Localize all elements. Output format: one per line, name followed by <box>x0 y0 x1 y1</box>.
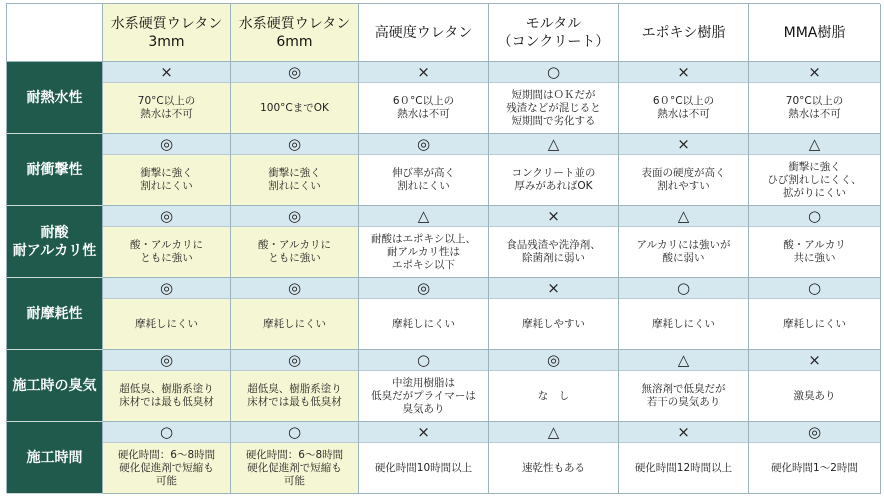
table-cell-hot-water-resistance-high-hardness-urethane <box>359 62 489 134</box>
table-cell-odor-during-construction-water-urethane-6mm <box>231 350 359 422</box>
rating-symbol: ◎ <box>231 62 358 83</box>
table-cell-odor-during-construction-mma-resin <box>749 350 881 422</box>
cell-description: 摩耗しにくい <box>263 317 326 330</box>
table-cell-construction-time-water-urethane-6mm <box>231 422 359 494</box>
cell-description: 摩耗しやすい <box>522 317 585 330</box>
rating-symbol: × <box>749 350 880 371</box>
rating-symbol: ○ <box>749 206 880 227</box>
rating-symbol: ◎ <box>749 422 880 443</box>
cell-description: 超低臭、樹脂系塗り 床材では最も低臭材 <box>119 383 214 408</box>
cell-description: 硬化時間10時間以上 <box>374 461 473 474</box>
cell-description: 摩耗しにくい <box>652 317 715 330</box>
table-cell-acid-alkali-resistance-mortar <box>489 206 619 278</box>
header-corner <box>7 4 103 62</box>
rating-symbol: × <box>749 62 880 83</box>
rating-symbol: × <box>619 422 748 443</box>
table-cell-impact-resistance-mma-resin <box>749 134 881 206</box>
table-cell-acid-alkali-resistance-water-urethane-6mm <box>231 206 359 278</box>
table-cell-impact-resistance-water-urethane-3mm <box>103 134 231 206</box>
cell-description: 食品残渣や洗浄剤、 除菌剤に弱い <box>506 239 601 264</box>
table-cell-abrasion-resistance-mma-resin <box>749 278 881 350</box>
table-cell-acid-alkali-resistance-high-hardness-urethane <box>359 206 489 278</box>
table-cell-abrasion-resistance-water-urethane-3mm <box>103 278 231 350</box>
cell-description: 摩耗しにくい <box>392 317 455 330</box>
column-header-high-hardness-urethane: 高硬度ウレタン <box>359 4 489 62</box>
rating-symbol: ◎ <box>103 350 230 371</box>
table-cell-abrasion-resistance-mortar <box>489 278 619 350</box>
cell-description: アルカリには強いが 酸に弱い <box>636 239 731 264</box>
cell-description: な し <box>537 389 570 402</box>
table-cell-hot-water-resistance-mma-resin <box>749 62 881 134</box>
rating-symbol: × <box>619 134 748 155</box>
cell-description: 6０°C以上の 熱水は不可 <box>652 95 715 120</box>
rating-symbol: ◎ <box>103 278 230 299</box>
table-cell-construction-time-high-hardness-urethane <box>359 422 489 494</box>
cell-description: 短期間はＯＫだが 残渣などが混じると 短期間で劣化する <box>506 88 601 127</box>
table-cell-abrasion-resistance-high-hardness-urethane <box>359 278 489 350</box>
table-cell-acid-alkali-resistance-water-urethane-3mm <box>103 206 231 278</box>
rating-symbol: ◎ <box>231 278 358 299</box>
cell-description: 衝撃に強く ひび割れしにくく、 拡がりにくい <box>767 160 862 199</box>
cell-description: 70°C以上の 熱水は不可 <box>785 95 844 120</box>
rating-symbol: ◎ <box>103 134 230 155</box>
column-header-water-urethane-6mm: 水系硬質ウレタン 6mm <box>231 4 359 62</box>
rating-symbol: ◎ <box>231 350 358 371</box>
rating-symbol: ◎ <box>489 350 618 371</box>
row-header-construction-time: 施工時間 <box>7 422 103 494</box>
row-header-impact-resistance: 耐衝撃性 <box>7 134 103 206</box>
rating-symbol: △ <box>489 134 618 155</box>
table-cell-construction-time-water-urethane-3mm <box>103 422 231 494</box>
cell-description: 硬化時間：6～8時間 硬化促進剤で短縮も 可能 <box>245 448 344 487</box>
table-cell-acid-alkali-resistance-epoxy-resin <box>619 206 749 278</box>
cell-description: 6０°C以上の 熱水は不可 <box>392 95 455 120</box>
rating-symbol: ○ <box>359 350 488 371</box>
rating-symbol: △ <box>619 350 748 371</box>
row-header-abrasion-resistance: 耐摩耗性 <box>7 278 103 350</box>
comparison-table <box>6 3 880 493</box>
rating-symbol: × <box>489 278 618 299</box>
cell-description: 伸び率が高く 割れにくい <box>392 167 455 192</box>
table-cell-impact-resistance-mortar <box>489 134 619 206</box>
cell-description: 激臭あり <box>793 389 836 402</box>
table-cell-impact-resistance-epoxy-resin <box>619 134 749 206</box>
cell-description: 100°CまでOK <box>260 101 329 114</box>
column-header-mma-resin: MMA樹脂 <box>749 4 881 62</box>
cell-description: 摩耗しにくい <box>783 317 846 330</box>
cell-description: 表面の硬度が高く 割れやすい <box>641 167 726 192</box>
cell-description: 中塗用樹脂は 低臭だがプライマーは 臭気あり <box>371 376 476 415</box>
cell-description: 硬化時間：6～8時間 硬化促進剤で短縮も 可能 <box>117 448 216 487</box>
cell-description: 衝撃に強く 割れにくい <box>140 167 193 192</box>
column-header-water-urethane-3mm: 水系硬質ウレタン 3mm <box>103 4 231 62</box>
table-cell-hot-water-resistance-mortar <box>489 62 619 134</box>
rating-symbol: × <box>489 206 618 227</box>
rating-symbol: ◎ <box>231 206 358 227</box>
rating-symbol: ◎ <box>103 206 230 227</box>
rating-symbol: ○ <box>231 422 358 443</box>
cell-description: 衝撃に強く 割れにくい <box>268 167 321 192</box>
table-cell-odor-during-construction-high-hardness-urethane <box>359 350 489 422</box>
table-cell-construction-time-epoxy-resin <box>619 422 749 494</box>
rating-symbol: ○ <box>619 278 748 299</box>
cell-description: 摩耗しにくい <box>135 317 198 330</box>
cell-description: 70°C以上の 熱水は不可 <box>137 95 196 120</box>
rating-symbol: ○ <box>749 278 880 299</box>
rating-symbol: △ <box>359 206 488 227</box>
column-header-mortar: モルタル （コンクリート） <box>489 4 619 62</box>
table-cell-acid-alkali-resistance-mma-resin <box>749 206 881 278</box>
rating-symbol: ○ <box>489 62 618 83</box>
rating-symbol: ◎ <box>359 134 488 155</box>
table-cell-odor-during-construction-epoxy-resin <box>619 350 749 422</box>
cell-description: 酸・アルカリに ともに強い <box>129 239 204 264</box>
column-header-epoxy-resin: エポキシ樹脂 <box>619 4 749 62</box>
row-header-hot-water-resistance: 耐熱水性 <box>7 62 103 134</box>
rating-symbol: × <box>359 422 488 443</box>
row-header-acid-alkali-resistance: 耐酸 耐アルカリ性 <box>7 206 103 278</box>
rating-symbol: ◎ <box>359 278 488 299</box>
rating-symbol: △ <box>489 422 618 443</box>
table-cell-impact-resistance-water-urethane-6mm <box>231 134 359 206</box>
cell-description: 硬化時間1～2時間 <box>771 461 858 474</box>
rating-symbol: × <box>619 62 748 83</box>
rating-symbol: × <box>359 62 488 83</box>
table-cell-abrasion-resistance-epoxy-resin <box>619 278 749 350</box>
table-cell-hot-water-resistance-water-urethane-6mm <box>231 62 359 134</box>
rating-symbol: △ <box>749 134 880 155</box>
rating-symbol: △ <box>619 206 748 227</box>
rating-symbol: ○ <box>103 422 230 443</box>
table-cell-hot-water-resistance-epoxy-resin <box>619 62 749 134</box>
cell-description: 無溶剤で低臭だが 若干の臭気あり <box>641 383 726 408</box>
table-cell-hot-water-resistance-water-urethane-3mm <box>103 62 231 134</box>
table-cell-impact-resistance-high-hardness-urethane <box>359 134 489 206</box>
cell-description: 酸・アルカリ 共に強い <box>783 239 846 264</box>
cell-description: 超低臭、樹脂系塗り 床材では最も低臭材 <box>247 383 342 408</box>
cell-description: 硬化時間12時間以上 <box>634 461 733 474</box>
table-cell-construction-time-mortar <box>489 422 619 494</box>
cell-description: 速乾性もある <box>522 461 585 474</box>
cell-description: コンクリート並の 厚みがあればOK <box>511 167 596 192</box>
table-cell-odor-during-construction-mortar <box>489 350 619 422</box>
row-header-odor-during-construction: 施工時の臭気 <box>7 350 103 422</box>
table-cell-construction-time-mma-resin <box>749 422 881 494</box>
cell-description: 酸・アルカリに ともに強い <box>257 239 332 264</box>
rating-symbol: ◎ <box>231 134 358 155</box>
table-cell-abrasion-resistance-water-urethane-6mm <box>231 278 359 350</box>
rating-symbol: × <box>103 62 230 83</box>
table-cell-odor-during-construction-water-urethane-3mm <box>103 350 231 422</box>
cell-description: 耐酸はエポキシ以上、 耐アルカリ性は エポキシ以下 <box>371 232 476 271</box>
